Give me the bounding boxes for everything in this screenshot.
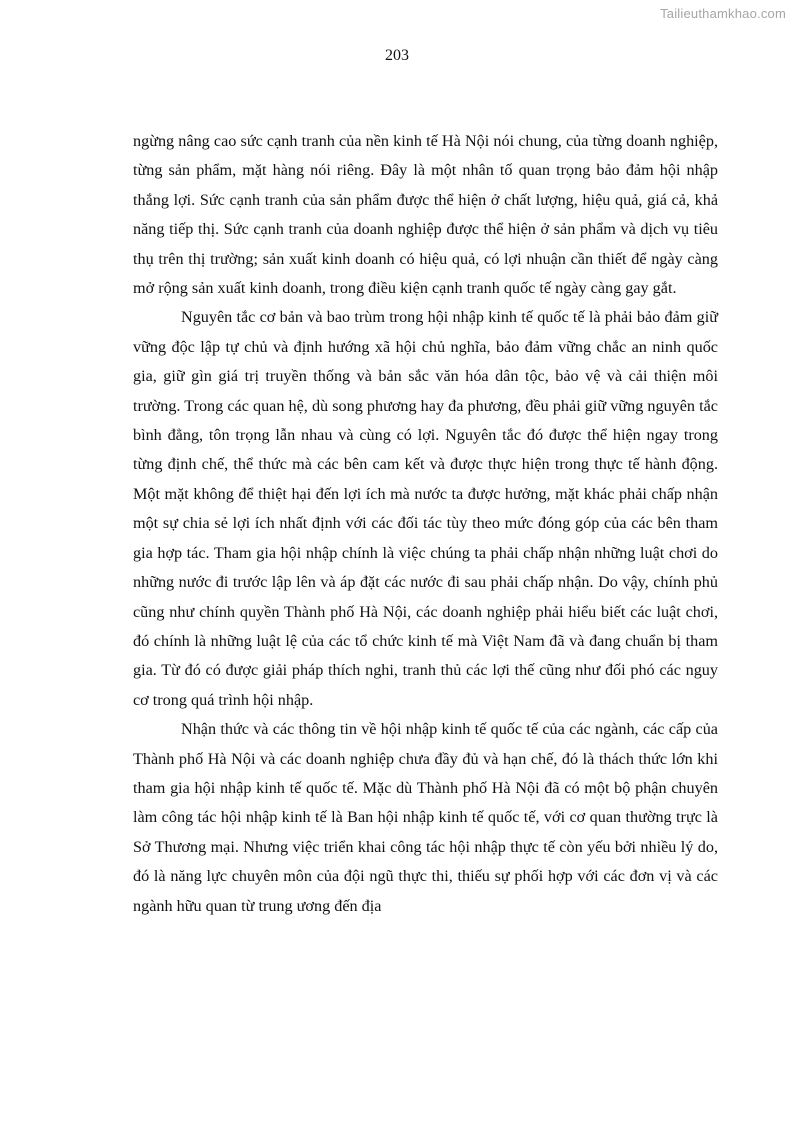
paragraph-awareness: Nhận thức và các thông tin về hội nhập kinh tế quốc tế của các ngành, các cấp của Thành phố Hà Nội và các doanh nghiệp chưa đầy đủ và hạn chế, đó là thách thức lớn khi tham gia hội nhập kinh tế quốc tế. Mặc dù Thành phố Hà Nội đã có một bộ phận chuyên làm công tác hội nhập kinh tế là Ban hội nhập kinh tế quốc tế, với cơ quan thường trực là Sở Thương mại. Nhưng việc triển khai công tác hội nhập thực tế còn yếu bởi nhiều lý do, đó là năng lực chuyên môn của đội ngũ thực thi, thiếu sự phối hợp với các đơn vị và các ngành hữu quan từ trung ương đến địa	[133, 720, 718, 915]
watermark: Tailieuthamkhao.com	[660, 6, 786, 21]
document-body	[133, 127, 718, 921]
paragraph-continuation: ngừng nâng cao sức cạnh tranh của nền kinh tế Hà Nội nói chung, của từng doanh nghiệp, từng sản phẩm, mặt hàng nói riêng. Đây là một nhân tố quan trọng bảo đảm hội nhập thắng lợi. Sức cạnh tranh của sản phẩm được thể hiện ở chất lượng, hiệu quả, giá cả, khả năng tiếp thị. Sức cạnh tranh của doanh nghiệp được thể hiện ở sản phẩm và dịch vụ tiêu thụ trên thị trường; sản xuất kinh doanh có hiệu quả, có lợi nhuận cần thiết để ngày càng mở rộng sản xuất kinh doanh, trong điều kiện cạnh tranh quốc tế ngày càng gay gắt.	[133, 132, 718, 298]
page-number: 203	[385, 47, 409, 64]
paragraph-principles: Nguyên tắc cơ bản và bao trùm trong hội nhập kinh tế quốc tế là phải bảo đảm giữ vững độc lập tự chủ và định hướng xã hội chủ nghĩa, bảo đảm vững chắc an ninh quốc gia, giữ gìn giá trị truyền thống và bản sắc văn hóa dân tộc, bảo vệ và cải thiện môi trường. Trong các quan hệ, dù song phương hay đa phương, đều phải giữ vững nguyên tắc bình đẳng, tôn trọng lẫn nhau và cùng có lợi. Nguyên tắc đó được thể hiện ngay trong từng định chế, thể thức mà các bên cam kết và được thực hiện trong thực tế hành động. Một mặt không để thiệt hại đến lợi ích mà nước ta được hưởng, mặt khác phải chấp nhận một sự chia sẻ lợi ích nhất định với các đối tác tùy theo mức đóng góp của các bên tham gia hợp tác. Tham gia hội nhập chính là việc chúng ta phải chấp nhận những luật chơi do những nước đi trước lập lên và áp đặt các nước đi sau phải chấp nhận. Do vậy, chính phủ cũng như chính quyền Thành phố Hà Nội, các doanh nghiệp phải hiểu biết các luật chơi, đó chính là những luật lệ của các tổ chức kinh tế mà Việt Nam đã và đang chuẩn bị tham gia. Từ đó có được giải pháp thích nghi, tranh thủ các lợi thế cũng như đối phó các nguy cơ trong quá trình hội nhập.	[133, 308, 718, 709]
